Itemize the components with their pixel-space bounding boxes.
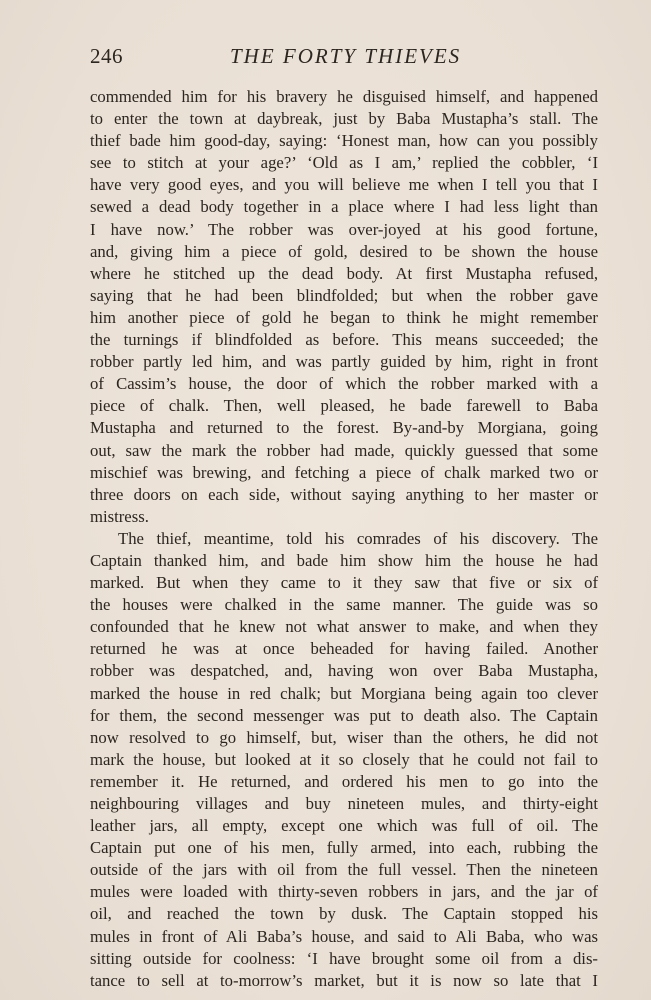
body-text xyxy=(90,86,598,992)
text-line: I have now.’ The robber was over-joyed at his good fortune, xyxy=(90,219,598,239)
text-line: marked the house in red chalk; but Morgiana being again too clever xyxy=(90,683,598,703)
text-line: the houses were chalked in the same manner. The guide was so xyxy=(90,595,598,615)
text-line: neighbouring villages and buy nineteen mules, and thirty-eight xyxy=(90,794,598,813)
text-line: three doors on each side, without saying anything to her master or xyxy=(90,484,598,504)
text-line: mules were loaded with thirty-seven robbers in jars, and the jar of xyxy=(90,882,598,902)
text-line: to enter the town at daybreak, just by Baba Mustapha’s stall. The xyxy=(90,109,598,129)
text-line: robber partly led him, and was partly guided by him, right in front xyxy=(90,352,598,372)
text-line: mischief was brewing, and fetching a piece of chalk marked two or xyxy=(90,462,598,482)
text-line: have very good eyes, and you will believe me when I tell you that I xyxy=(90,175,598,195)
text-line: piece of chalk. Then, well pleased, he bade farewell to Baba xyxy=(90,396,598,416)
text-line: leather jars, all empty, except one which was full of oil. The xyxy=(90,816,598,836)
text-line: commended him for his bravery he disguised himself, and happened xyxy=(90,87,598,106)
text-line: oil, and reached the town by dusk. The Captain stopped his xyxy=(90,904,598,924)
text-line: mistress. xyxy=(90,506,149,526)
text-line: mules in front of Ali Baba’s house, and said to Ali Baba, who was xyxy=(90,926,598,946)
text-line: tance to sell at to-morrow’s market, but it is now so late that I xyxy=(90,970,598,990)
text-line: sewed a dead body together in a place where I had less light than xyxy=(90,197,598,217)
running-title: THE FORTY THIEVES xyxy=(230,44,462,68)
text-line: out, saw the mark the robber had made, quickly guessed that some xyxy=(90,440,598,460)
text-line: Captain thanked him, and bade him show him the house he had xyxy=(90,550,598,570)
text-line: for them, the second messenger was put to death also. The Captain xyxy=(90,705,598,725)
text-line: confounded that he knew not what answer to make, and when they xyxy=(90,617,598,637)
text-line: remember it. He returned, and ordered his men to go into the xyxy=(90,771,598,791)
text-line: now resolved to go himself, but, wiser than the others, he did not xyxy=(90,727,598,747)
text-line: Captain put one of his men, fully armed, into each, rubbing the xyxy=(90,838,598,858)
text-line: and, giving him a piece of gold, desired to be shown the house xyxy=(90,241,598,261)
text-line: outside of the jars with oil from the full vessel. Then the nineteen xyxy=(90,860,598,880)
text-line: of Cassim’s house, the door of which the robber marked with a xyxy=(90,374,598,394)
text-line: where he stitched up the dead body. At first Mustapha refused, xyxy=(90,263,598,283)
text-line: him another piece of gold he began to think he might remember xyxy=(90,307,598,327)
text-line: see to stitch at your age?’ ‘Old as I am,’ replied the cobbler, ‘I xyxy=(90,153,598,173)
text-line: the turnings if blindfolded as before. This means succeeded; the xyxy=(90,330,598,350)
page-header xyxy=(90,44,598,74)
text-line: robber was despatched, and, having won over Baba Mustapha, xyxy=(90,661,598,681)
text-line: The thief, meantime, told his comrades of his discovery. The xyxy=(118,528,598,548)
text-line: Mustapha and returned to the forest. By-and-by Morgiana, going xyxy=(90,418,598,438)
text-line: thief bade him good-day, saying: ‘Honest man, how can you possibly xyxy=(90,131,598,151)
text-line: saying that he had been blindfolded; but when the robber gave xyxy=(90,285,598,305)
text-line: returned he was at once beheaded for having failed. Another xyxy=(90,639,598,659)
text-line: sitting outside for coolness: ‘I have brought some oil from a dis- xyxy=(90,948,598,968)
page-number: 246 xyxy=(90,44,123,68)
text-line: marked. But when they came to it they saw that five or six of xyxy=(90,573,598,593)
text-line: mark the house, but looked at it so closely that he could not fail to xyxy=(90,749,598,769)
